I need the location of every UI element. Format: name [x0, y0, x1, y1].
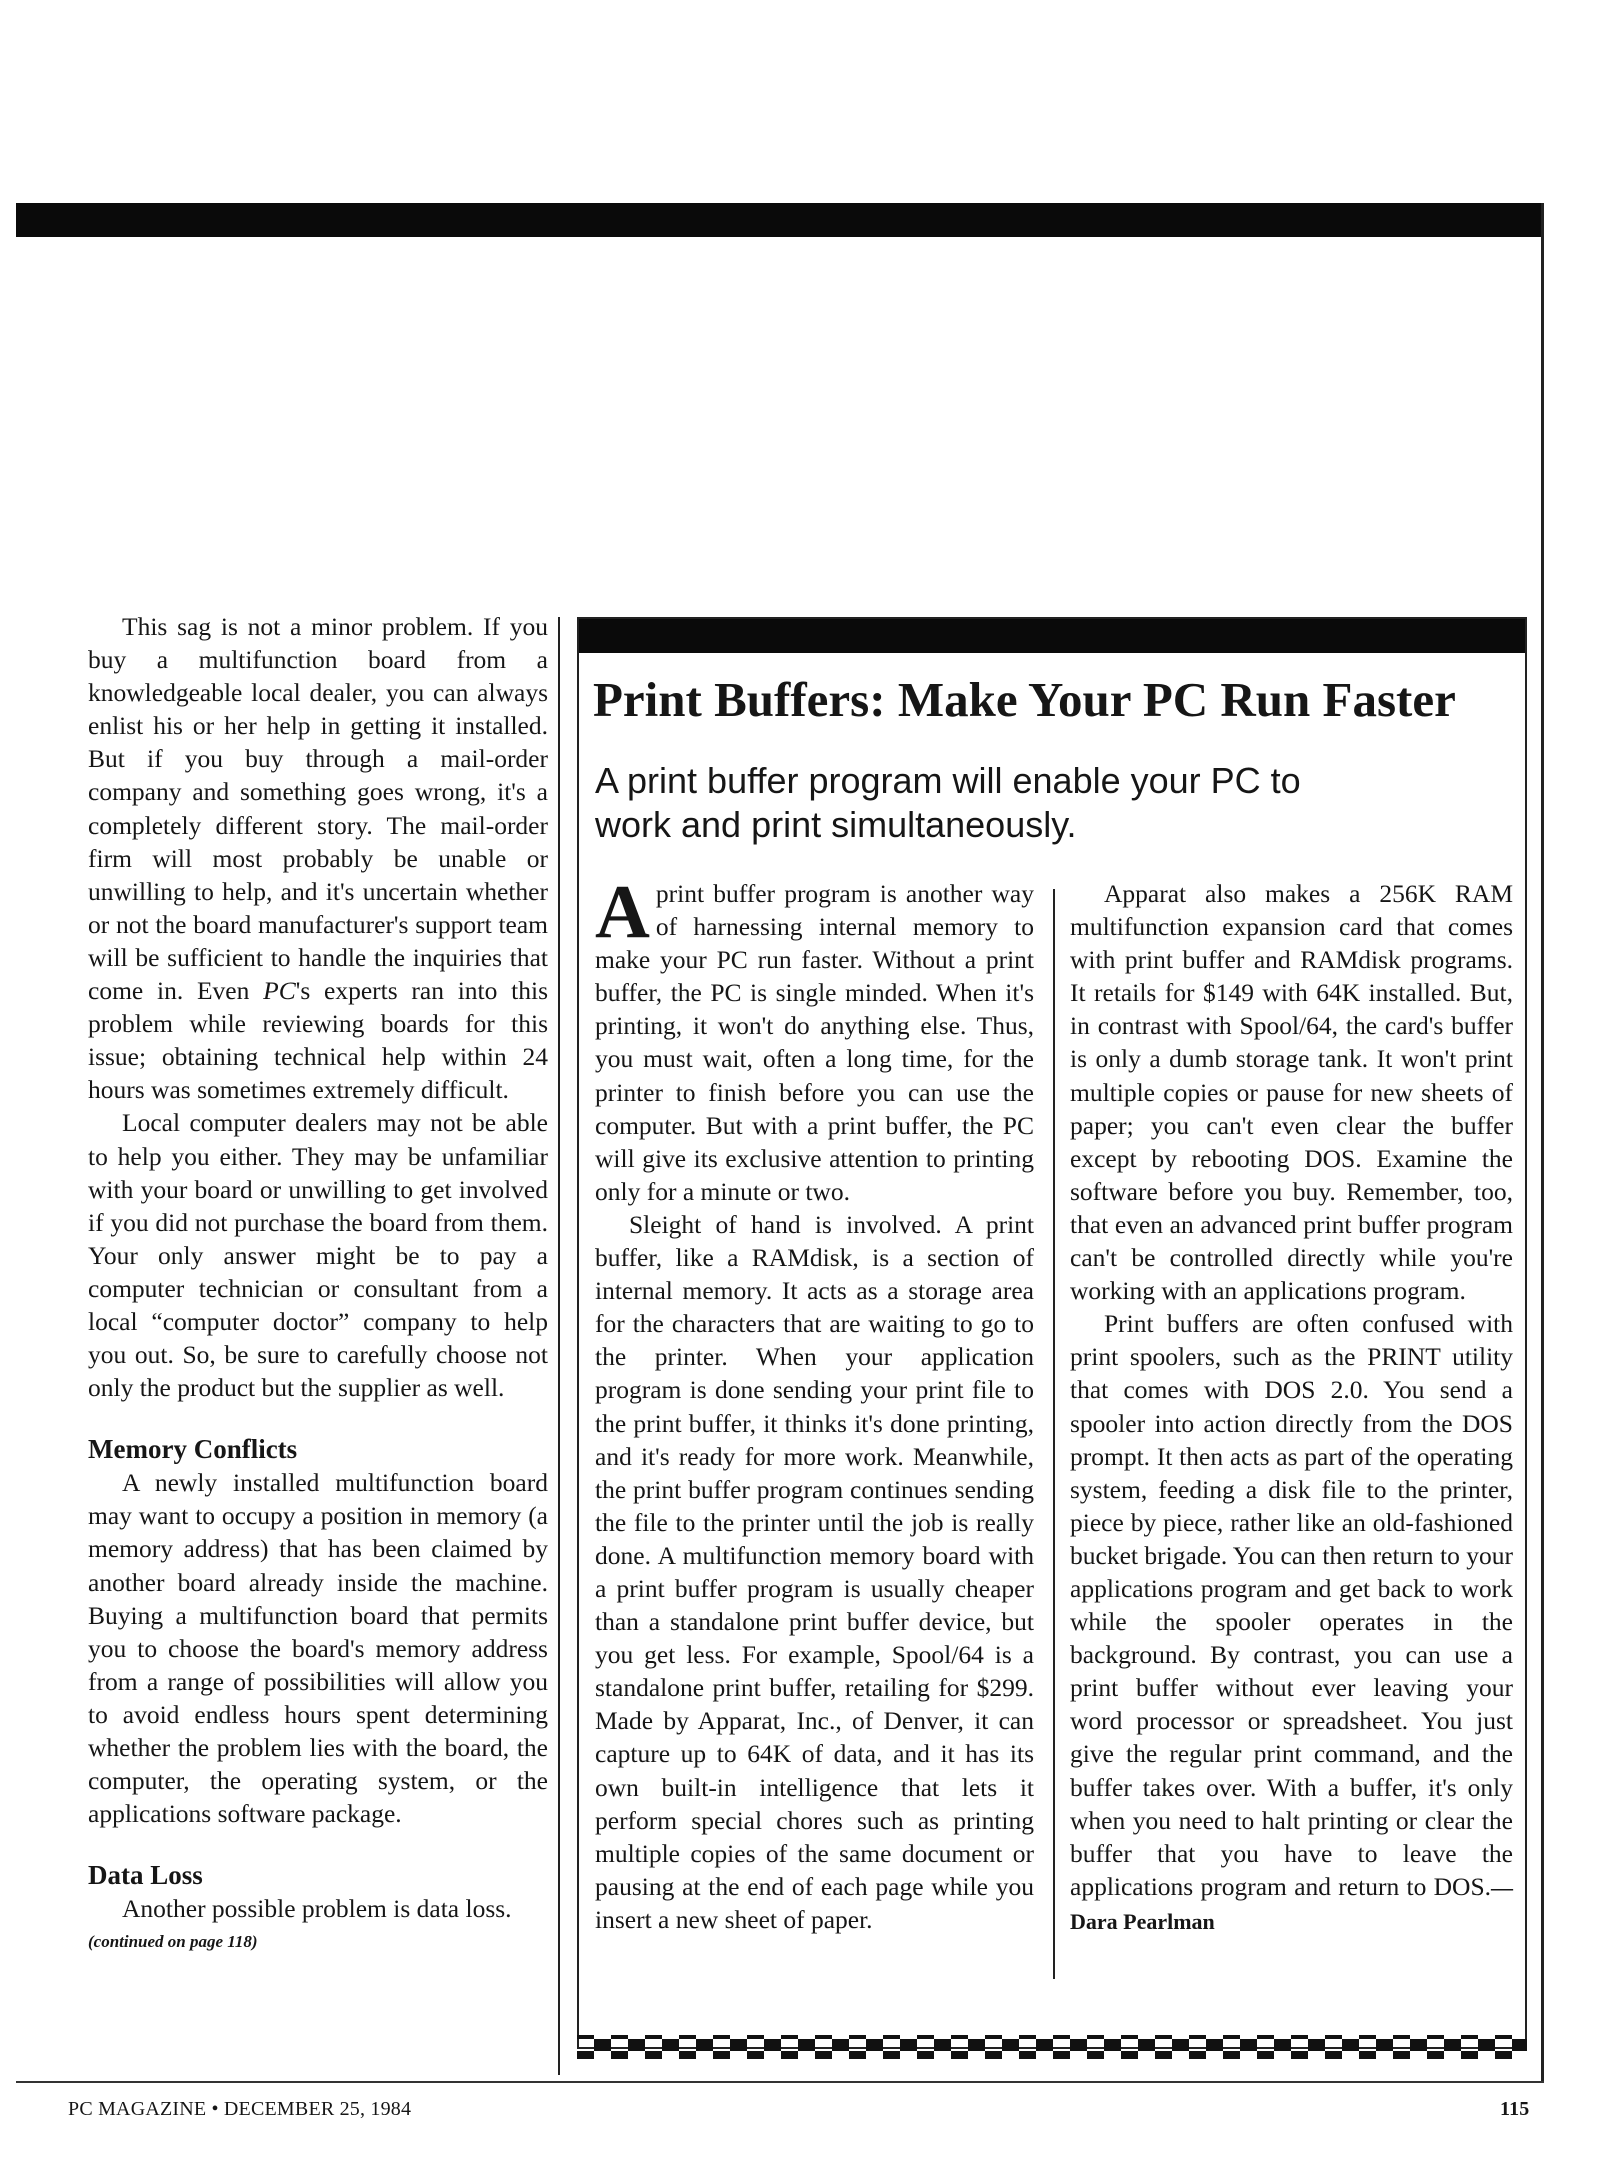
sidebar-subtitle: A print buffer program will enable your PC to work and print simultaneously.: [595, 760, 1301, 845]
bottom-page-rule: [16, 2081, 1544, 2083]
sidebar-column-divider: [1053, 889, 1055, 1979]
column-divider: [558, 617, 560, 2075]
left-paragraph-4: Another possible problem is data loss.: [122, 1894, 512, 1924]
left-paragraph-1: This sag is not a minor problem. If you buy a multifunction board from a knowledgeable local dealer, you can always enlist his or her help in getting it installed. But if you buy through a mail-order company and something goes wrong, it's a completely different story. The mail-order firm will most probably be unable or unwilling to help, and it's uncertain whether or not the board manufacturer's support team will be sufficient to handle the inquiries that come in. Even PC's experts ran into this problem while reviewing boards for this issue; obtaining technical help within 24 hours was sometimes extremely difficult.: [88, 612, 548, 1105]
drop-cap: A: [595, 870, 650, 954]
sidebar-box: [577, 617, 1527, 2049]
sidebar-col2-paragraph-2: Print buffers are often confused with print spoolers, such as the PRINT utility that comes with DOS 2.0. You send a spooler into action directly from the DOS prompt. It then acts as part of the operating system, feeding a disk file to the printer, piece by piece, rather like an old-fashioned bucket brigade. You can then return to your applications program and get back to work while the spooler operates in the background. By contrast, you can use a print buffer without ever leaving your word processor or spreadsheet. You just give the regular print command, and the buffer takes over. With a buffer, it's only when you need to halt printing or clear the buffer that you have to leave the applications program and return to DOS.—Dara Pearlman: [1070, 1309, 1513, 1934]
continued-note: (continued on page 118): [88, 1932, 258, 1952]
page-number: 115: [1500, 2098, 1530, 2120]
sidebar-col1-paragraph-1: Aprint buffer program is another way of harnessing internal memory to make your PC run faster. Without a print buffer, the PC is single minded. When it's printing, it won't do anything else. Thus, you must wait, often a long time, for the printer to finish before you can use the computer. But with a print buffer, the PC will give its exclusive attention to printing only for a minute or two.: [595, 870, 1034, 1206]
left-column: [88, 610, 548, 1953]
right-page-rule: [1541, 203, 1544, 2083]
left-paragraph-3: A newly installed multifunction board may want to occupy a position in memory (a memory address) that has been claimed by another board already inside the machine. Buying a multifunction board that permits you to choose the board's memory address from a range of possibilities will allow you to avoid endless hours spent determining whether the problem lies with the board, the computer, the operating system, or the applications software package.: [88, 1468, 548, 1829]
heading-data-loss: Data Loss: [88, 1860, 203, 1891]
heading-memory-conflicts: Memory Conflicts: [88, 1434, 298, 1465]
left-paragraph-2: Local computer dealers may not be able to help you either. They may be unfamiliar with your board or unwilling to get involved if you did not purchase the board from them. Your only answer might be to pay a computer technician or consultant from a local “computer doctor” company to help you out. So, be sure to carefully choose not only the product but the supplier as well.: [88, 1108, 548, 1403]
sidebar-column-1: [595, 870, 1034, 1936]
byline: —Dara Pearlman: [1070, 1874, 1513, 1934]
top-black-bar: [16, 203, 1544, 237]
sidebar-column-2: [1070, 877, 1513, 1938]
publication-footer: PC MAGAZINE • DECEMBER 25, 1984: [68, 2098, 412, 2120]
sidebar-black-bar: [579, 619, 1525, 653]
sidebar-title: Print Buffers: Make Your PC Run Faster: [593, 672, 1456, 727]
sidebar-col1-paragraph-2: Sleight of hand is involved. A print buffer, like a RAMdisk, is a section of internal memory. It acts as a storage area for the characters that are waiting to go to the printer. When your application program is done sending your print file to the print buffer, it thinks it's done printing, and it's ready for more work. Meanwhile, the print buffer program continues sending the file to the printer until the job is really done. A multifunction memory board with a print buffer program is usually cheaper than a standalone print buffer device, but you get less. For example, Spool/64 is a standalone print buffer, retailing for $299. Made by Apparat, Inc., of Denver, it can capture up to 64K of data, and it has its own built-in intelligence that lets it perform special chores such as printing multiple copies of the same document or pausing at the end of each page while you insert a new sheet of paper.: [595, 1209, 1034, 1934]
sidebar-col2-paragraph-1: Apparat also makes a 256K RAM multifunction expansion card that comes with print buffer and RAMdisk programs. It retails for $149 with 64K installed. But, in contrast with Spool/64, the card's buffer is only a dumb storage tank. It won't print multiple copies or pause for new sheets of paper; you can't even clear the buffer except by rebooting DOS. Examine the software before you buy. Remember, too, that even an advanced print buffer program can't be controlled directly while you're working with an applications program.: [1070, 879, 1513, 1306]
checkered-border: [577, 2027, 1527, 2071]
